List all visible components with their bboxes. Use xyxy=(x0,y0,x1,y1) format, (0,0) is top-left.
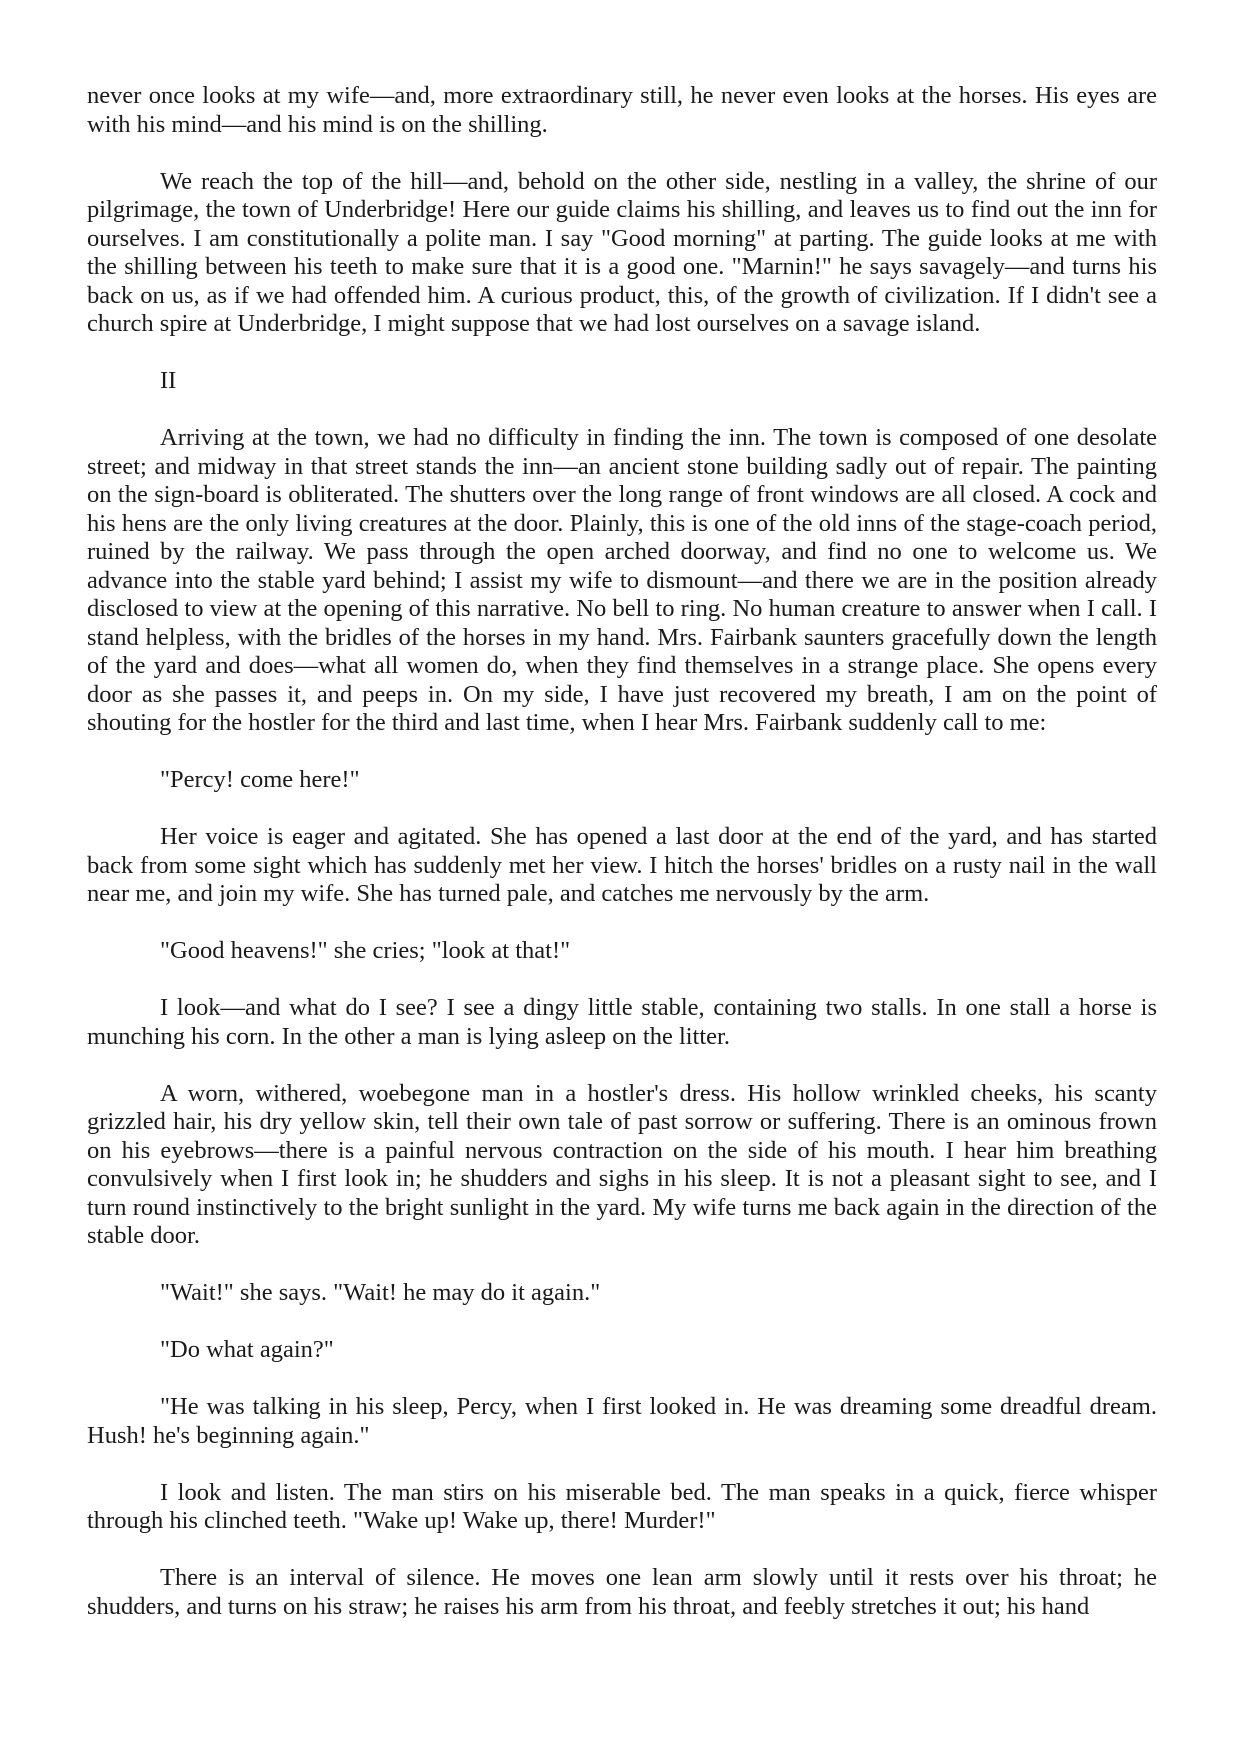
paragraph-1: never once looks at my wife—and, more extraordinary still, he never even looks at the horses. His eyes are with his mind—and his mind is on the shilling. xyxy=(87,82,1157,138)
paragraph-13: There is an interval of silence. He moves one lean arm slowly until it rests over his throat; he shudders, and turns on his straw; he raises his arm from his throat, and feebly stretches it out; his hand xyxy=(87,1564,1157,1620)
paragraph-5: Her voice is eager and agitated. She has opened a last door at the end of the yard, and has started back from some sight which has suddenly met her view. I hitch the horses' bridles on a rusty nail in the wall near me, and join my wife. She has turned pale, and catches me nervously by the arm. xyxy=(87,823,1157,907)
paragraph-10: "Do what again?" xyxy=(160,1336,334,1363)
paragraph-12: I look and listen. The man stirs on his miserable bed. The man speaks in a quick, fierce whisper through his clinched teeth. "Wake up! Wake up, there! Murder!" xyxy=(87,1478,1157,1534)
paragraph-11: "He was talking in his sleep, Percy, when I first looked in. He was dreaming some dreadful dream. Hush! he's beginning again." xyxy=(87,1393,1157,1449)
paragraph-7: I look—and what do I see? I see a dingy little stable, containing two stalls. In one stall a horse is munching his corn. In the other a man is lying asleep on the litter. xyxy=(87,994,1157,1050)
paragraph-3: Arriving at the town, we had no difficulty in finding the inn. The town is composed of one desolate street; and midway in that street stands the inn—an ancient stone building sadly out of repair. The painting on the sign-board is obliterated. The shutters over the long range of front windows are all closed. A cock and his hens are the only living creatures at the door. Plainly, this is one of the old inns of the stage-coach period, ruined by the railway. We pass through the open arched doorway, and find no one to welcome us. We advance into the stable yard behind; I assist my wife to dismount—and there we are in the position already disclosed to view at the opening of this narrative. No bell to ring. No human creature to answer when I call. I stand helpless, with the bridles of the horses in my hand. Mrs. Fairbank saunters gracefully down the length of the yard and does—what all women do, when they find themselves in a strange place. She opens every door as she passes it, and peeps in. On my side, I have just recovered my breath, I am on the point of shouting for the hostler for the third and last time, when I hear Mrs. Fairbank suddenly call to me: xyxy=(87,424,1157,736)
paragraph-6: "Good heavens!" she cries; "look at that!" xyxy=(160,937,571,964)
paragraph-2: We reach the top of the hill—and, behold on the other side, nestling in a valley, the shrine of our pilgrimage, the town of Underbridge! Here our guide claims his shilling, and leaves us to find out the inn for ourselves. I am constitutionally a polite man. I say "Good morning" at parting. The guide looks at me with the shilling between his teeth to make sure that it is a good one. "Marnin!" he says savagely—and turns his back on us, as if we had offended him. A curious product, this, of the growth of civilization. If I didn't see a church spire at Underbridge, I might suppose that we had lost ourselves on a savage island. xyxy=(87,167,1157,337)
paragraph-4: "Percy! come here!" xyxy=(160,766,360,793)
section-heading: II xyxy=(160,367,177,394)
paragraph-8: A worn, withered, woebegone man in a hostler's dress. His hollow wrinkled cheeks, his scanty grizzled hair, his dry yellow skin, tell their own tale of past sorrow or suffering. There is an ominous frown on his eyebrows—there is a painful nervous contraction on the side of his mouth. I hear him breathing convulsively when I first look in; he shudders and sighs in his sleep. It is not a pleasant sight to see, and I turn round instinctively to the bright sunlight in the yard. My wife turns me back again in the direction of the stable door. xyxy=(87,1079,1157,1249)
paragraph-9: "Wait!" she says. "Wait! he may do it again." xyxy=(160,1279,601,1306)
page-body xyxy=(87,82,1157,1621)
